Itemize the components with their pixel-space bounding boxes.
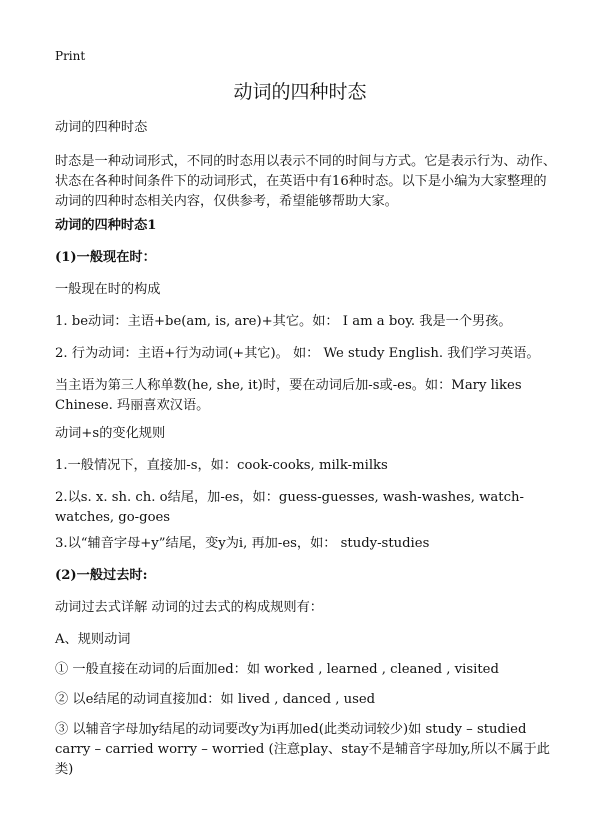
paragraph-action-verb: 2. 行为动词：主语+行为动词(+其它)。 如： We study English. 我们学习英语。	[55, 346, 540, 361]
paragraph-third-person: 当主语为第三人称单数(he, she, it)时，要在动词后加-s或-es。如：Mary likes Chinese. 玛丽喜欢汉语。	[55, 378, 522, 413]
print-label: Print	[55, 49, 86, 63]
rules-title: 动词+s的变化规则	[55, 426, 166, 441]
rule-1: 1.一般情况下，直接加-s，如：cook-cooks, milk-milks	[55, 458, 388, 473]
rule-3: 3.以“辅音字母+y”结尾，变y为i, 再加-es，如： study-studies	[55, 536, 430, 551]
paragraph-be-verb: 1. be动词：主语+be(am, is, are)+其它。如： I am a boy. 我是一个男孩。	[55, 314, 512, 329]
past-intro: 动词过去式详解 动词的过去式的构成规则有：	[55, 600, 323, 615]
present-intro: 一般现在时的构成	[55, 282, 161, 297]
rule-d: ② 以e结尾的动词直接加d：如 lived , danced , used	[55, 692, 376, 707]
regular-verbs-title: A、规则动词	[55, 632, 131, 647]
rule-2: 2.以s. x. sh. ch. o结尾，加-es，如：guess-guesses, wash-washes, watch-watches, go-goes	[55, 490, 524, 525]
page-title: 动词的四种时态	[233, 81, 367, 103]
section-heading: 动词的四种时态1	[55, 218, 157, 233]
subheading-past: (2)一般过去时:	[55, 568, 148, 583]
intro-paragraph: 时态是一种动词形式，不同的时态用以表示不同的时间与方式。它是表示行为、动作、状态在各种时间条件下的动词形式，在英语中有16种时态。以下是小编为大家整理的动词的四种时态相关内容，仅供参考，希望能够帮助大家。	[55, 154, 557, 209]
rule-ed: ① 一般直接在动词的后面加ed：如 worked , learned , cleaned , visited	[55, 662, 499, 677]
subheading-present: (1)一般现在时：	[55, 250, 156, 265]
subtitle: 动词的四种时态	[55, 120, 148, 135]
rule-y-ied: ③ 以辅音字母加y结尾的动词要改y为i再加ed(此类动词较少)如 study – studied carry – carried worry – worried (注意play、stay不是辅音字母加y,所以不属于此类)	[55, 722, 550, 777]
